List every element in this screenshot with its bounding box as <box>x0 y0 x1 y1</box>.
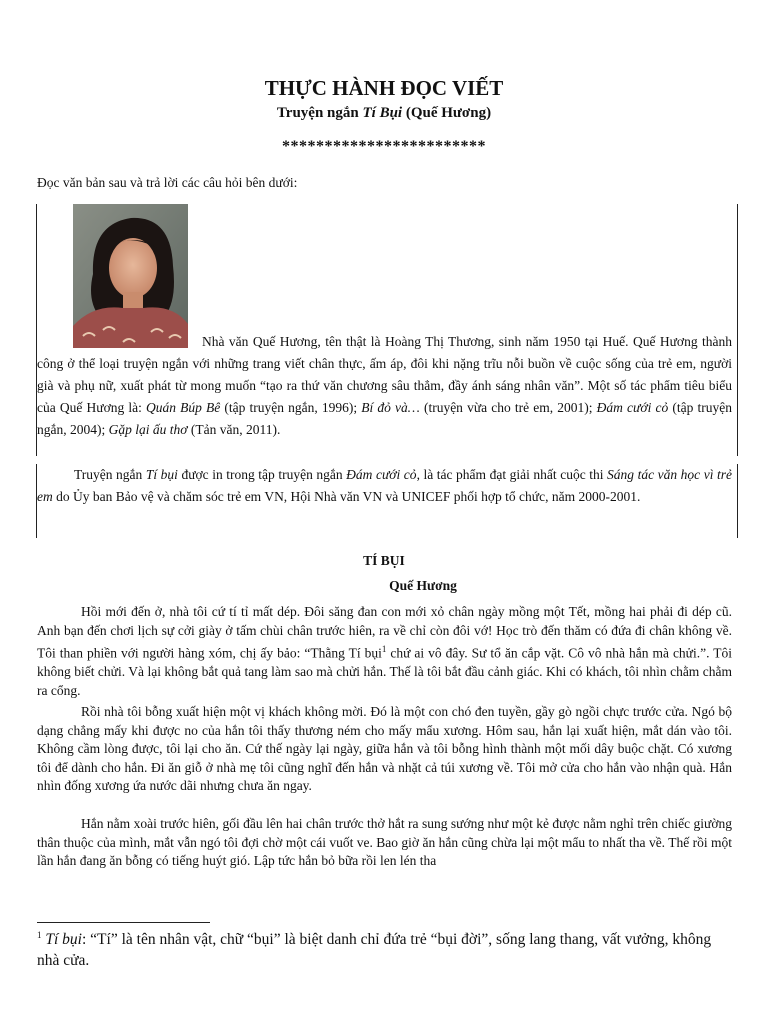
story-author: Quế Hương <box>389 578 457 593</box>
story-paragraph-3: Hắn nằm xoài trước hiên, gối đầu lên hai chân trước thở hắt ra sung sướng như một kẻ được nằm nghỉ trên chiếc giường thân thuộc của mình, mắt vẫn ngó tôi đợi chờ một cái vuốt ve. Bao giờ ăn hắn cũng chừa lại một mẩu to nhất tha về. Thế rồi một lần hắn đang ăn bỗng có tiếng huýt gió. Lập tức hắn bỏ bữa rồi len lén tha <box>37 816 732 868</box>
author-portrait <box>73 204 188 348</box>
publication-info: Truyện ngắn Tí bụi được in trong tập truyện ngắn Đám cưới cỏ, là tác phẩm đạt giải nhất cuộc thi Sáng tác văn học vì trẻ em do Ủy ban Bảo vệ và chăm sóc trẻ em VN, Hội Nhà văn VN và UNICEF phối hợp tổ chức, năm 2000-2001. <box>37 467 732 504</box>
bio-box-right-border <box>737 204 738 456</box>
document-subtitle: Truyện ngắn Tí Bụi (Quế Hương) <box>276 105 492 121</box>
separator-stars: ************************ <box>282 138 486 155</box>
story-paragraph-2: Rồi nhà tôi bỗng xuất hiện một vị khách không mời. Đó là một con chó đen tuyền, gầy gò ngồi chực trước cửa. Ngó bộ dạng chẳng mấy khi được no của hắn tôi thấy thương ném cho mấy mẩu xương. Hôm sau, hắn lại xuất hiện, mắt dán vào tôi. Không cầm lòng được, tôi lại cho ăn. Cứ thế ngày lại ngày, giữa hắn và tôi bỗng hình thành một mối dây buộc chặt. Có xương tôi để dành cho hắn. Đi ăn giỗ ở nhà mẹ tôi cũng nghĩ đến hắn và nhặt cả túi xương về. Tôi mở cửa cho hắn vào nhận quà. Hắn nhìn đống xương ứa nước dãi nhưng chưa ăn ngay. <box>37 704 732 793</box>
story-title: TÍ BỤI <box>363 553 405 568</box>
document-title: THỰC HÀNH ĐỌC VIẾT <box>264 76 504 100</box>
footnote-rule <box>37 922 210 923</box>
pub-box-right-border <box>737 464 738 538</box>
footnote: $^1$ Tí bụi: “Tí” là tên nhân vật, chữ “bụi” là biệt danh chỉ đứa trẻ “bụi đời”, sống lang thang, vất vưởng, không nhà cửa. <box>37 930 712 970</box>
instruction-text: Đọc văn bản sau và trả lời các câu hỏi bên dưới: <box>37 175 298 190</box>
author-bio: Nhà văn Quế Hương, tên thật là Hoàng Thị Thương, sinh năm 1950 tại Huế. Quế Hương thành công ở thể loại truyện ngắn với những trang viết chân thực, ấm áp, đôi khi nặng trĩu nỗi buồn về cuộc sống của trẻ em, người già và phụ nữ, xuất phát từ mong muốn “tạo ra thứ văn chương sâu thẳm, đầy ánh sáng nhân văn”. Một số tác phẩm tiêu biểu của Quế Hương là: Quán Búp Bê (tập truyện ngắn, 1996); Bí đỏ và… (truyện vừa cho trẻ em, 2001); Đám cưới cỏ (tập truyện ngắn, 2004); Gặp lại ấu thơ (Tản văn, 2011). <box>37 334 733 437</box>
footnote-ref: 1 <box>381 644 387 654</box>
story-paragraph-1: Hồi mới đến ở, nhà tôi cứ tí tỉ mất dép. Đôi săng đan con mới xỏ chân ngày mồng một Tết, mồng hai phải đi dép cũ. Anh bạn đến chơi lịch sự cởi giày ở tấm chùi chân trước hiên, ra về chỉ còn đôi vớ! Học trò đến thăm có đứa đi chân không về. Tôi than phiền với người hàng xóm, chị ấy bảo: “Thằng Tí bụi$^1$ chứ ai vô đây. Sư tổ ăn cắp vặt. Cô vô nhà hắn mà chửi.”. Tôi không biết chửi. Và lại không bắt quả tang làm sao mà chửi hắn. Thế là tôi bắt đầu cảnh giác. Khi có khách, tôi nhìn chằm chằm ra cổng. <box>37 604 732 698</box>
